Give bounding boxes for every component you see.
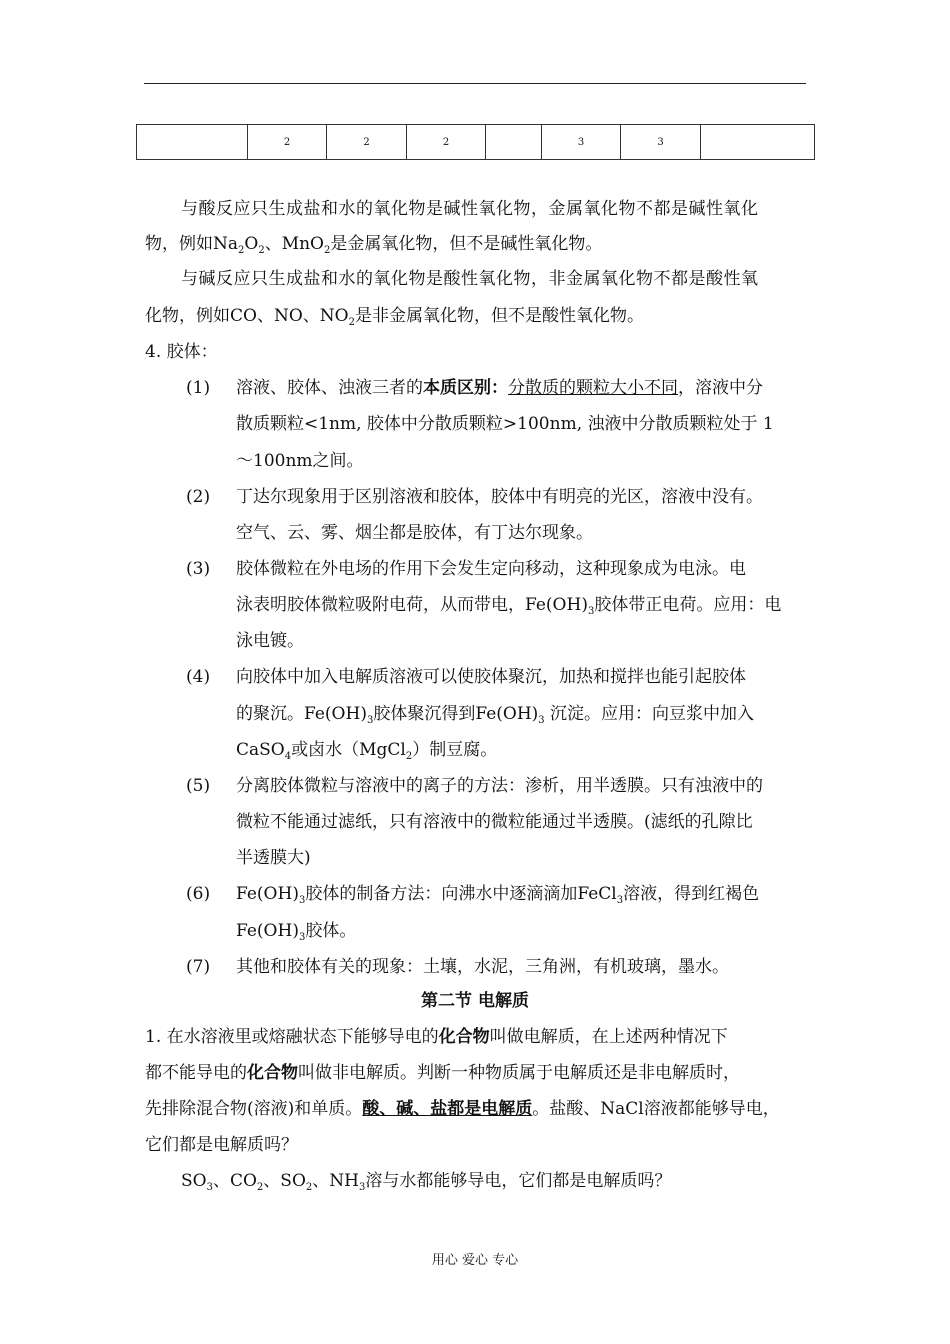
table-cell: 3: [621, 125, 701, 160]
subscript: 2: [405, 751, 413, 762]
text: ：: [491, 378, 508, 398]
item-number: (3): [186, 559, 211, 579]
section-4-title: 4. 胶体：: [145, 342, 218, 362]
text: 沉淀。应用：向豆浆中加入: [544, 704, 755, 724]
text: Fe(OH): [236, 921, 299, 941]
subscript: 2: [305, 1182, 313, 1193]
text: O: [244, 234, 259, 254]
table-cell: 2: [407, 125, 486, 160]
text: ，溶液中分: [678, 378, 763, 398]
text: 是非金属氧化物，但不是酸性氧化物。: [354, 306, 644, 326]
text: 、CO: [212, 1171, 257, 1191]
item-number: (4): [186, 667, 211, 687]
subscript: 2: [324, 245, 331, 256]
paragraph-acidic-oxide-line2: [145, 305, 644, 330]
item-line: ～100nm之间。: [236, 451, 364, 471]
bold-term: 化合物: [247, 1063, 298, 1083]
electrolyte-line3: [145, 1098, 780, 1120]
text: 、NH: [312, 1171, 359, 1191]
item-line: [236, 739, 497, 764]
item-number: (5): [186, 776, 211, 796]
text: 是金属氧化物，但不是碱性氧化物。: [330, 234, 603, 254]
item-number: (1): [186, 378, 211, 398]
table-cell: [701, 125, 815, 160]
subscript: 3: [206, 1182, 213, 1193]
bold-term: 本质区别: [423, 378, 491, 398]
table-cell: 2: [327, 125, 407, 160]
text: 叫做非电解质。判断一种物质属于电解质还是非电解质时，: [298, 1063, 740, 1083]
table-cell: [486, 125, 542, 160]
item-line: 微粒不能通过滤纸，只有溶液中的微粒能通过半透膜。(滤纸的孔隙比: [236, 812, 753, 832]
page-footer: 用心 爱心 专心: [431, 1253, 519, 1268]
table-fragment: [136, 124, 815, 160]
item-line: 胶体微粒在外电场的作用下会发生定向移动，这种现象成为电泳。电: [236, 559, 746, 579]
text: 先排除混合物(溶液)和单质。: [145, 1099, 363, 1119]
text: 叫做电解质，在上述两种情况下: [489, 1027, 728, 1047]
text: CaSO: [236, 740, 285, 760]
text: 物，例如Na: [145, 234, 239, 254]
text: 、MnO: [264, 234, 324, 254]
header-rule: [144, 83, 806, 84]
subscript: 3: [587, 606, 595, 617]
subscript: 3: [538, 715, 545, 726]
section-heading: 第二节 电解质: [421, 991, 529, 1011]
subscript: 2: [238, 245, 245, 256]
text: 都不能导电的: [145, 1063, 247, 1083]
text: 胶体带正电荷。应用：电: [594, 595, 782, 615]
text: 的聚沉。Fe(OH): [236, 704, 367, 724]
table-row: [137, 125, 815, 160]
text: 1. 在水溶液里或熔融状态下能够导电的: [145, 1027, 439, 1047]
item-number: (7): [186, 957, 211, 977]
item-line: [236, 883, 759, 908]
table-cell: 2: [248, 125, 327, 160]
text: 。盐酸、NaCl溶液都能够导电，: [532, 1099, 780, 1119]
item-line: [236, 594, 781, 619]
paragraph-acidic-oxide-line1: 与碱反应只生成盐和水的氧化物是酸性氧化物，非金属氧化物不都是酸性氧: [181, 269, 759, 289]
item-line: 向胶体中加入电解质溶液可以使胶体聚沉，加热和搅拌也能引起胶体: [236, 667, 746, 687]
item-line: 丁达尔现象用于区别溶液和胶体，胶体中有明亮的光区，溶液中没有。: [236, 487, 763, 507]
electrolyte-question: [181, 1170, 671, 1195]
subscript: 2: [258, 245, 265, 256]
item-line: 分离胶体微粒与溶液中的离子的方法：渗析，用半透膜。只有浊液中的: [236, 776, 763, 796]
table-cell: [137, 125, 248, 160]
text: 、SO: [263, 1171, 306, 1191]
subscript: 3: [298, 932, 306, 943]
subscript: 2: [348, 317, 355, 328]
paragraph-basic-oxide-line1: 与酸反应只生成盐和水的氧化物是碱性氧化物，金属氧化物不都是碱性氧化: [181, 199, 759, 219]
subscript: 4: [284, 751, 292, 762]
text: Fe(OH): [236, 884, 299, 904]
text: 溶液，得到红褐色: [623, 884, 760, 904]
text: 溶液、胶体、浊液三者的: [236, 378, 423, 398]
subscript: 2: [256, 1182, 264, 1193]
subscript: 3: [366, 715, 374, 726]
text: 胶体聚沉得到Fe(OH): [373, 704, 539, 724]
item-line: 散质颗粒<1nm, 胶体中分散质颗粒>100nm, 浊液中分散质颗粒处于 1: [236, 414, 774, 434]
bold-underlined-text: 酸、碱、盐都是电解质: [362, 1099, 533, 1119]
subscript: 3: [616, 895, 624, 906]
table-cell: 3: [542, 125, 621, 160]
item-line: [236, 703, 754, 728]
item-line: [236, 920, 356, 945]
underlined-text: 分散质的颗粒大小不同: [508, 378, 678, 398]
electrolyte-line4: 它们都是电解质吗？: [145, 1135, 298, 1155]
electrolyte-line2: [145, 1062, 740, 1084]
text: 化物，例如CO、NO、NO: [145, 306, 349, 326]
item-line: 半透膜大): [236, 848, 311, 868]
paragraph-basic-oxide-line2: [145, 233, 602, 258]
electrolyte-line1: [145, 1026, 728, 1048]
bold-term: 化合物: [438, 1027, 490, 1047]
text: 泳表明胶体微粒吸附电荷，从而带电，Fe(OH): [236, 595, 588, 615]
subscript: 3: [358, 1182, 366, 1193]
text: 溶与水都能够导电，它们都是电解质吗？: [365, 1171, 672, 1191]
text: 胶体。: [305, 921, 357, 941]
item-number: (2): [186, 487, 211, 507]
item-line: 泳电镀。: [236, 631, 304, 651]
text: SO: [181, 1171, 207, 1191]
text: 或卤水（MgCl: [291, 740, 406, 760]
item-line: [236, 377, 763, 399]
subscript: 3: [298, 895, 306, 906]
item-line: 空气、云、雾、烟尘都是胶体，有丁达尔现象。: [236, 523, 593, 543]
item-number: (6): [186, 884, 211, 904]
text: 胶体的制备方法：向沸水中逐滴滴加FeCl: [305, 884, 617, 904]
item-line: 其他和胶体有关的现象：土壤，水泥，三角洲，有机玻璃，墨水。: [236, 957, 729, 977]
text: ）制豆腐。: [412, 740, 498, 760]
